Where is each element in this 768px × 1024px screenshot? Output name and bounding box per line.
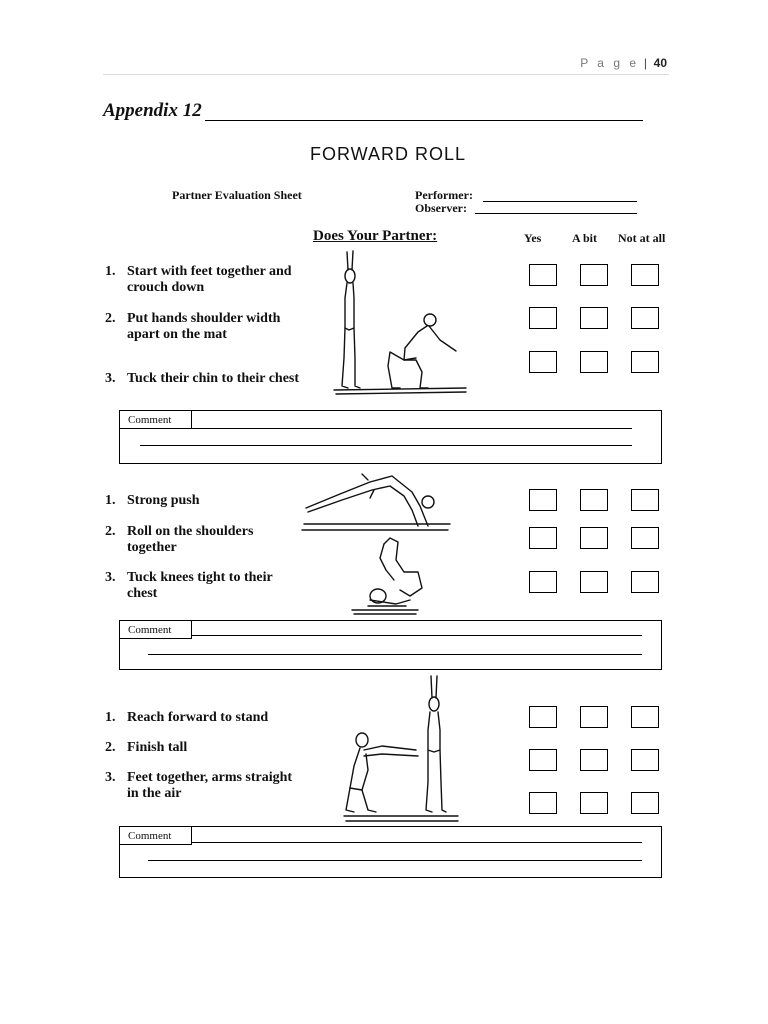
checkbox-not-at-all[interactable] [631,489,659,511]
item-text: Roll on the shoulders together [127,524,254,555]
item-number: 3. [105,371,116,386]
comment-line[interactable] [192,842,642,843]
checkbox-yes[interactable] [529,489,557,511]
question-header: Does Your Partner: [313,228,438,244]
observer-line[interactable] [475,213,637,214]
comment-line[interactable] [140,445,632,446]
checkbox-not-at-all[interactable] [631,792,659,814]
list-item [105,570,295,601]
checkbox-a-bit[interactable] [580,749,608,771]
comment-line[interactable] [192,635,642,636]
list-item [105,371,300,387]
comment-box[interactable] [119,410,662,464]
list-item [105,740,295,756]
stand-tall-figure [338,670,463,825]
page-word: P a g e [580,56,639,70]
comment-line[interactable] [148,860,642,861]
performer-label: Performer: [415,188,473,202]
item-text: Feet together, arms straight in the air [127,770,293,801]
checkbox-yes[interactable] [529,571,557,593]
item-text: Put hands shoulder width apart on the mat [127,311,281,342]
column-a-bit: A bit [572,231,598,245]
checkbox-not-at-all[interactable] [631,571,659,593]
checkbox-not-at-all[interactable] [631,351,659,373]
column-yes: Yes [524,231,542,245]
checkbox-not-at-all[interactable] [631,264,659,286]
item-number: 2. [105,740,116,755]
page-number: 40 [653,56,667,70]
checkbox-yes[interactable] [529,706,557,728]
checkbox-a-bit[interactable] [580,571,608,593]
checkbox-a-bit[interactable] [580,792,608,814]
item-number: 1. [105,493,116,508]
list-item [105,311,295,342]
checkbox-not-at-all[interactable] [631,706,659,728]
checkbox-a-bit[interactable] [580,264,608,286]
checkbox-a-bit[interactable] [580,351,608,373]
checkbox-yes[interactable] [529,307,557,329]
item-text: Tuck their chin to their chest [127,371,300,386]
item-number: 1. [105,710,116,725]
list-item [105,264,295,295]
list-item [105,524,295,555]
appendix-underline [205,120,643,121]
standing-crouch-figure [330,248,470,400]
item-number: 1. [105,264,116,279]
comment-box[interactable] [119,620,662,670]
document-title: FORWARD ROLL [310,144,467,164]
checkbox-not-at-all[interactable] [631,307,659,329]
comment-label: Comment [120,827,192,845]
item-number: 2. [105,311,116,326]
appendix-heading: Appendix 12 [103,100,202,121]
observer-label: Observer: [415,201,467,215]
item-text: Start with feet together and crouch down [127,264,292,295]
list-item [105,770,295,801]
checkbox-a-bit[interactable] [580,489,608,511]
checkbox-a-bit[interactable] [580,307,608,329]
column-not-at-all: Not at all [618,231,666,245]
page-separator: | [643,56,647,70]
checkbox-a-bit[interactable] [580,706,608,728]
checkbox-a-bit[interactable] [580,527,608,549]
page-header [103,56,669,76]
item-number: 2. [105,524,116,539]
checkbox-yes[interactable] [529,527,557,549]
item-text: Finish tall [127,740,188,755]
comment-box[interactable] [119,826,662,878]
comment-line[interactable] [148,654,642,655]
list-item [105,493,295,509]
sheet-label: Partner Evaluation Sheet [172,188,302,202]
comment-label: Comment [120,411,192,429]
comment-label: Comment [120,621,192,639]
item-text: Strong push [127,493,200,508]
checkbox-yes[interactable] [529,749,557,771]
checkbox-not-at-all[interactable] [631,527,659,549]
performer-line[interactable] [483,201,637,202]
item-number: 3. [105,570,116,585]
header-rule [103,74,669,75]
comment-line[interactable] [192,428,632,429]
item-text: Reach forward to stand [127,710,269,725]
item-text: Tuck knees tight to their chest [127,570,273,601]
list-item [105,710,295,726]
item-number: 3. [105,770,116,785]
rolling-figure [300,468,455,616]
checkbox-yes[interactable] [529,792,557,814]
checkbox-yes[interactable] [529,351,557,373]
checkbox-yes[interactable] [529,264,557,286]
checkbox-not-at-all[interactable] [631,749,659,771]
